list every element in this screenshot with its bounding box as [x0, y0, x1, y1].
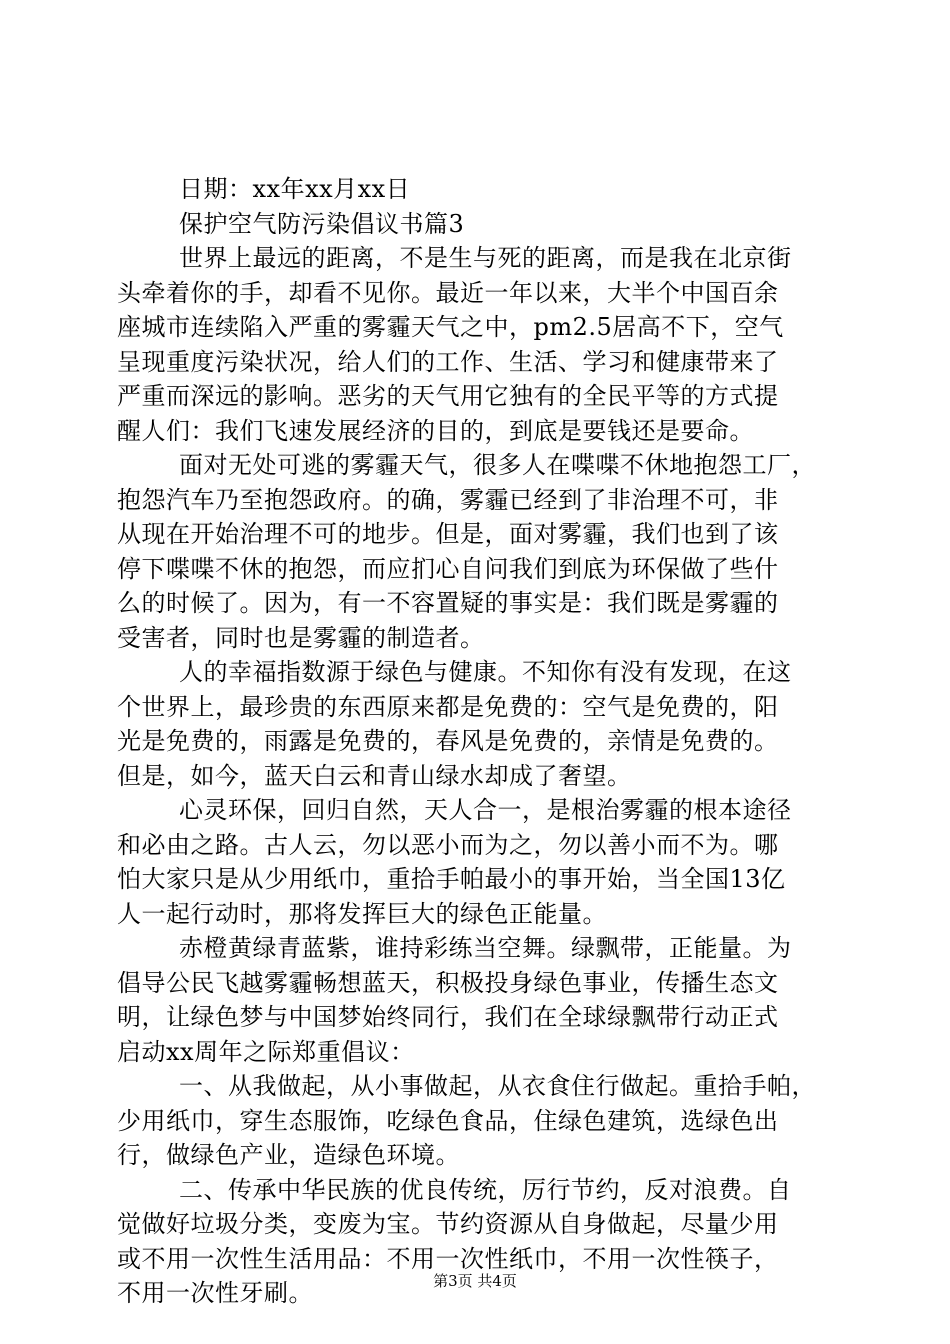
paragraph-line: 严重而深远的影响。恶劣的天气用它独有的全民平等的方式提	[117, 382, 779, 410]
paragraph-4	[117, 793, 833, 931]
paragraph-line: 不用一次性牙刷。	[117, 1279, 313, 1307]
paragraph-line: 面对无处可逃的雾霾天气，很多人在喋喋不休地抱怨工厂，	[179, 451, 816, 479]
paragraph-3	[117, 655, 833, 793]
paragraph-line: 启动xx周年之际郑重倡议：	[117, 1037, 415, 1066]
document-body	[117, 172, 833, 1311]
section-title: 保护空气防污染倡议书篇3	[179, 209, 465, 238]
paragraph-line: 抱怨汽车乃至抱怨政府。的确，雾霾已经到了非治理不可，非	[117, 485, 779, 514]
paragraph-line: 人一起行动时，那将发挥巨大的绿色正能量。	[117, 899, 607, 928]
paragraph-2	[117, 448, 833, 655]
paragraph-line: 停下喋喋不休的抱怨，而应扪心自问我们到底为环保做了些什	[117, 554, 779, 583]
paragraph-line: 但是，如今，蓝天白云和青山绿水却成了奢望。	[117, 761, 632, 790]
paragraph-line: 赤橙黄绿青蓝紫，谁持彩练当空舞。绿飘带，正能量。为	[179, 934, 792, 962]
paragraph-line: 座城市连续陷入严重的雾霾天气之中，pm2.5居高不下，空气	[117, 313, 784, 341]
paragraph-line: 倡导公民飞越雾霾畅想蓝天，积极投身绿色事业，传播生态文	[117, 968, 779, 997]
paragraph-line: 醒人们：我们飞速发展经济的目的，到底是要钱还是要命。	[117, 416, 754, 445]
paragraph-line: 么的时候了。因为，有一不容置疑的事实是：我们既是雾霾的	[117, 589, 779, 617]
paragraph-line: 觉做好垃圾分类，变废为宝。节约资源从自身做起，尽量少用	[117, 1210, 779, 1238]
paragraph-line: 二、传承中华民族的优良传统，厉行节约，反对浪费。自	[179, 1175, 792, 1204]
paragraph-line: 呈现重度污染状况，给人们的工作、生活、学习和健康带来了	[117, 347, 779, 376]
paragraph-line: 或不用一次性生活用品：不用一次性纸巾，不用一次性筷子，	[117, 1244, 779, 1273]
paragraph-line: 一、从我做起，从小事做起，从衣食住行做起。重拾手帕，	[179, 1072, 816, 1100]
paragraph-line: 人的幸福指数源于绿色与健康。不知你有没有发现，在这	[179, 658, 792, 686]
paragraph-line: 个世界上，最珍贵的东西原来都是免费的：空气是免费的，阳	[117, 692, 779, 721]
paragraph-line: 少用纸巾，穿生态服饰，吃绿色食品，住绿色建筑，选绿色出	[117, 1106, 779, 1135]
paragraph-line: 怕大家只是从少用纸巾，重拾手帕最小的事开始，当全国13亿	[117, 865, 786, 893]
paragraph-line: 世界上最远的距离，不是生与死的距离，而是我在北京街	[179, 244, 792, 272]
paragraph-line: 明，让绿色梦与中国梦始终同行，我们在全球绿飘带行动正式	[117, 1003, 779, 1031]
paragraph-1	[117, 241, 833, 448]
paragraph-line: 心灵环保，回归自然，天人合一，是根治雾霾的根本途径	[179, 796, 792, 824]
date-line: 日期：xx年xx月xx日	[179, 175, 411, 203]
paragraph-line: 行，做绿色产业，造绿色环境。	[117, 1141, 460, 1169]
paragraph-line: 光是免费的，雨露是免费的，春风是免费的，亲情是免费的。	[117, 727, 779, 755]
page-footer: 第3页 共4页	[433, 1272, 517, 1290]
paragraph-5	[117, 931, 833, 1069]
paragraph-line: 头牵着你的手，却看不见你。最近一年以来，大半个中国百余	[117, 278, 779, 307]
paragraph-line: 从现在开始治理不可的地步。但是，面对雾霾，我们也到了该	[117, 520, 779, 548]
paragraph-6	[117, 1069, 833, 1173]
paragraph-line: 和必由之路。古人云，勿以恶小而为之，勿以善小而不为。哪	[117, 830, 779, 859]
paragraph-line: 受害者，同时也是雾霾的制造者。	[117, 623, 485, 652]
